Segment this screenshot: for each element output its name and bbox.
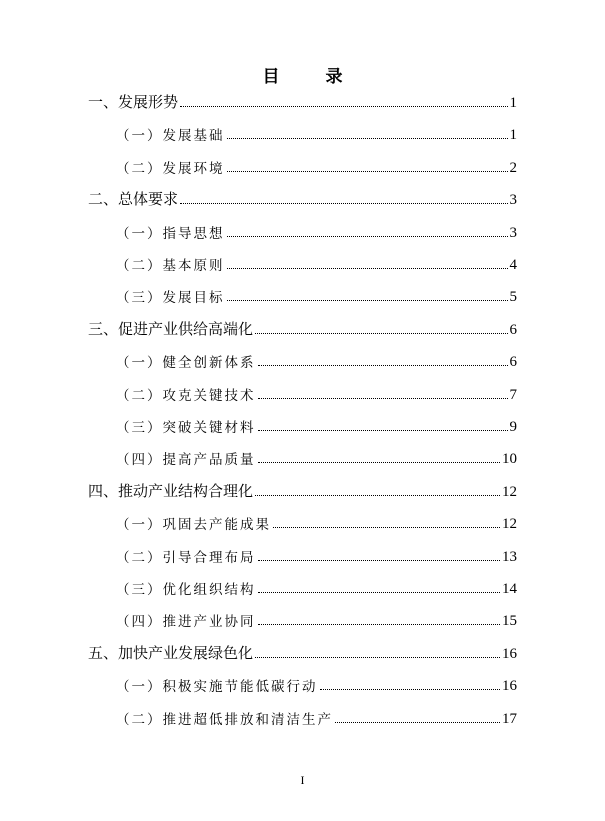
toc-entry-page: 2 — [509, 159, 517, 176]
toc-entry-label: （一）积极实施节能低碳行动 — [116, 679, 318, 696]
toc-entry-page: 5 — [509, 289, 517, 306]
toc-section-entry[interactable] — [88, 641, 517, 663]
toc-subsection-entry[interactable] — [116, 608, 517, 630]
toc-entry-page: 12 — [502, 483, 517, 500]
toc-entry-label: （二）引导合理布局 — [116, 549, 256, 566]
dot-leader — [258, 624, 501, 625]
toc-entry-page: 15 — [502, 613, 517, 630]
dot-leader — [273, 527, 500, 528]
toc-entry-page: 3 — [509, 192, 517, 209]
toc-entry-label: 二、总体要求 — [88, 190, 179, 209]
toc-entry-label: （三）优化组织结构 — [116, 582, 256, 598]
toc-entry-label: （一）发展基础 — [116, 128, 225, 145]
toc-entry-page: 1 — [509, 95, 517, 111]
toc-entry-page: 3 — [509, 224, 517, 241]
toc-subsection-entry[interactable] — [116, 155, 517, 177]
toc-entry-label: （二）攻克关键技术 — [116, 387, 256, 404]
toc-title: 目 录 — [262, 67, 363, 87]
dot-leader — [180, 106, 507, 107]
toc-entry-label: 三、促进产业供给高端化 — [88, 319, 254, 338]
toc-entry-label: （一）健全创新体系 — [116, 355, 256, 372]
toc-subsection-entry[interactable] — [116, 349, 517, 371]
dot-leader — [180, 203, 507, 204]
toc-subsection-entry[interactable] — [116, 252, 517, 274]
toc-subsection-entry[interactable] — [116, 382, 517, 404]
toc-entry-page: 9 — [509, 419, 517, 435]
toc-entry-label: （一）巩固去产能成果 — [116, 517, 271, 534]
toc-entry-page: 1 — [509, 127, 517, 144]
toc-entry-label: （三）突破关键材料 — [116, 420, 256, 436]
dot-leader — [227, 171, 508, 172]
dot-leader — [320, 689, 501, 690]
dot-leader — [258, 398, 508, 399]
toc-subsection-entry[interactable] — [116, 220, 517, 242]
toc-entry-label: （一）指导思想 — [116, 225, 225, 242]
toc-subsection-entry[interactable] — [116, 576, 517, 598]
toc-section-entry[interactable] — [88, 317, 517, 339]
toc-subsection-entry[interactable] — [116, 414, 517, 436]
dot-leader — [258, 430, 508, 431]
toc-entry-label: （二）推进超低排放和清洁生产 — [116, 711, 333, 728]
toc-entry-page: 17 — [502, 710, 517, 727]
toc-entry-label: （二）发展环境 — [116, 160, 225, 177]
toc-section-entry[interactable] — [88, 187, 517, 209]
toc-subsection-entry[interactable] — [116, 284, 517, 306]
toc-subsection-entry[interactable] — [116, 511, 517, 533]
dot-leader — [227, 268, 508, 269]
dot-leader — [258, 592, 501, 593]
dot-leader — [258, 560, 501, 561]
dot-leader — [258, 462, 501, 463]
toc-entry-page: 4 — [509, 257, 517, 273]
toc-entry-page: 14 — [502, 581, 517, 597]
toc-subsection-entry[interactable] — [116, 706, 517, 728]
dot-leader — [258, 365, 508, 366]
toc-subsection-entry[interactable] — [116, 544, 517, 566]
toc-section-entry[interactable] — [88, 90, 517, 112]
toc-entry-page: 6 — [509, 354, 517, 371]
dot-leader — [255, 333, 507, 334]
toc-entry-page: 7 — [509, 386, 517, 403]
toc-entry-label: 一、发展形势 — [88, 93, 179, 111]
toc-subsection-entry[interactable] — [116, 446, 517, 468]
toc-entry-page: 12 — [502, 516, 517, 533]
dot-leader — [335, 722, 500, 723]
dot-leader — [227, 300, 508, 301]
toc-entry-label: （三）发展目标 — [116, 290, 225, 307]
toc-entry-page: 10 — [502, 451, 517, 468]
toc-entry-label: （四）推进产业协同 — [116, 614, 256, 631]
toc-subsection-entry[interactable] — [116, 673, 517, 695]
dot-leader — [227, 236, 508, 237]
dot-leader — [255, 495, 500, 496]
toc-entry-label: （四）提高产品质量 — [116, 452, 256, 469]
toc-entry-label: （二）基本原则 — [116, 258, 225, 274]
toc-entry-page: 16 — [502, 678, 517, 695]
toc-entry-page: 13 — [502, 548, 517, 565]
toc-entry-label: 四、推动产业结构合理化 — [88, 481, 254, 500]
dot-leader — [255, 657, 500, 658]
dot-leader — [227, 138, 508, 139]
toc-section-entry[interactable] — [88, 479, 517, 501]
toc-entry-label: 五、加快产业发展绿色化 — [88, 643, 254, 662]
toc-entry-page: 16 — [502, 645, 517, 662]
toc-subsection-entry[interactable] — [116, 122, 517, 144]
page-number: I — [300, 773, 305, 787]
toc-entry-page: 6 — [509, 321, 517, 338]
